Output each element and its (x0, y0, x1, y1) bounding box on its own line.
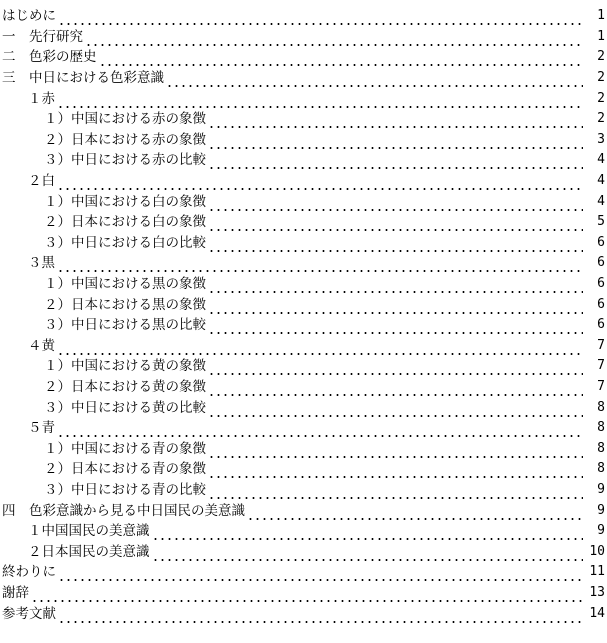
toc-entry-title: ３）中日における赤の比較 (44, 152, 206, 169)
toc-entry-page-number: 3 (597, 131, 605, 147)
toc-entry[interactable] (0, 418, 607, 439)
toc-entry-title: １中国国民の美意識 (28, 523, 150, 540)
toc-entry-title: 四 色彩意識から見る中日国民の美意識 (2, 502, 245, 519)
toc-entry-title: ２）日本における白の象徴 (44, 214, 206, 231)
toc-entry-title: １）中国における黒の象徴 (44, 276, 206, 293)
toc-entry-title: 一 先行研究 (2, 28, 83, 45)
toc-entry[interactable] (0, 27, 607, 48)
toc-entry-title: ３）中日における白の比較 (44, 234, 206, 251)
dot-leader (208, 358, 583, 378)
toc-entry[interactable] (0, 315, 607, 336)
dot-leader (58, 606, 583, 626)
dot-leader (99, 49, 584, 69)
toc-entry-page-number: 11 (589, 564, 605, 580)
toc-entry[interactable] (0, 356, 607, 377)
toc-entry-page-number: 6 (597, 255, 605, 271)
dot-leader (152, 523, 584, 543)
dot-leader (247, 503, 583, 523)
toc-entry[interactable] (0, 294, 607, 315)
toc-entry[interactable] (0, 397, 607, 418)
toc-entry-title: ３）中日における黒の比較 (44, 317, 206, 334)
dot-leader (85, 29, 583, 49)
toc-entry-page-number: 6 (597, 317, 605, 333)
toc-entry[interactable] (0, 212, 607, 233)
toc-entry-page-number: 10 (589, 543, 605, 559)
toc-entry[interactable] (0, 459, 607, 480)
toc-entry[interactable] (0, 88, 607, 109)
dot-leader (208, 482, 583, 502)
toc-entry-title: １赤 (28, 90, 55, 107)
dot-leader (208, 461, 583, 481)
toc-entry-title: 三 中日における色彩意識 (2, 70, 164, 87)
toc-entry[interactable] (0, 68, 607, 89)
toc-entry[interactable] (0, 274, 607, 295)
toc-entry[interactable] (0, 603, 607, 624)
toc-entry[interactable] (0, 583, 607, 604)
toc-entry-page-number: 8 (597, 420, 605, 436)
dot-leader (166, 70, 583, 90)
dot-leader (58, 564, 583, 584)
dot-leader (208, 441, 583, 461)
toc-entry[interactable] (0, 150, 607, 171)
toc-entry[interactable] (0, 47, 607, 68)
toc-entry-page-number: 7 (597, 358, 605, 374)
toc-entry-page-number: 9 (597, 502, 605, 518)
toc-entry[interactable] (0, 336, 607, 357)
toc-entry-page-number: 1 (597, 8, 605, 24)
toc-entry-title: ２）日本における黄の象徴 (44, 378, 206, 395)
toc-entry-page-number: 4 (597, 152, 605, 168)
toc-entry-page-number: 6 (597, 234, 605, 250)
toc-entry-title: １）中国における黄の象徴 (44, 358, 206, 375)
toc-entry-page-number: 9 (597, 523, 605, 539)
toc-entry[interactable] (0, 109, 607, 130)
toc-entry[interactable] (0, 438, 607, 459)
dot-leader (208, 152, 583, 172)
toc-entry-page-number: 4 (597, 173, 605, 189)
toc-entry[interactable] (0, 521, 607, 542)
toc-entry-title: ２）日本における赤の象徴 (44, 131, 206, 148)
toc-entry-title: 終わりに (2, 564, 56, 581)
toc-entry-page-number: 8 (597, 440, 605, 456)
toc-entry-page-number: 6 (597, 276, 605, 292)
dot-leader (208, 400, 583, 420)
dot-leader (208, 297, 583, 317)
dot-leader (58, 8, 583, 28)
toc-entry[interactable] (0, 171, 607, 192)
dot-leader (208, 194, 583, 214)
toc-entry-page-number: 2 (597, 70, 605, 86)
dot-leader (208, 379, 583, 399)
toc-entry-page-number: 4 (597, 193, 605, 209)
toc-entry-title: ４黄 (28, 337, 55, 354)
dot-leader (152, 544, 584, 564)
toc-entry-page-number: 7 (597, 378, 605, 394)
dot-leader (57, 91, 583, 111)
toc-entry-title: ５青 (28, 420, 55, 437)
toc-entry-title: 謝辞 (2, 584, 29, 601)
toc-entry-title: １）中国における青の象徴 (44, 440, 206, 457)
toc-entry-page-number: 2 (597, 90, 605, 106)
dot-leader (208, 111, 583, 131)
toc-entry[interactable] (0, 480, 607, 501)
toc-entry-title: １）中国における赤の象徴 (44, 111, 206, 128)
toc-entry[interactable] (0, 233, 607, 254)
toc-entry-title: ２）日本における黒の象徴 (44, 296, 206, 313)
toc-entry[interactable] (0, 253, 607, 274)
toc-entry-title: はじめに (2, 8, 56, 25)
toc-entry-page-number: 7 (597, 337, 605, 353)
toc-entry-title: ３）中日における青の比較 (44, 481, 206, 498)
toc-entry-title: 参考文献 (2, 605, 56, 622)
toc-entry-page-number: 2 (597, 111, 605, 127)
toc-entry-page-number: 8 (597, 461, 605, 477)
toc-entry-page-number: 14 (589, 605, 605, 621)
toc-entry-page-number: 1 (597, 28, 605, 44)
toc-entry[interactable] (0, 562, 607, 583)
dot-leader (57, 420, 583, 440)
toc-entry-page-number: 6 (597, 296, 605, 312)
toc-entry[interactable] (0, 500, 607, 521)
toc-entry-page-number: 2 (597, 49, 605, 65)
dot-leader (57, 173, 583, 193)
toc-entry[interactable] (0, 377, 607, 398)
toc-entry-title: ３黒 (28, 255, 55, 272)
toc-entry-title: ３）中日における黄の比較 (44, 399, 206, 416)
dot-leader (208, 235, 583, 255)
dot-leader (208, 132, 583, 152)
dot-leader (31, 585, 583, 605)
toc-entry-page-number: 13 (589, 584, 605, 600)
dot-leader (57, 338, 583, 358)
dot-leader (57, 255, 583, 275)
toc-entry-page-number: 8 (597, 399, 605, 415)
dot-leader (208, 214, 583, 234)
toc-entry[interactable] (0, 6, 607, 27)
dot-leader (208, 276, 583, 296)
toc-entry-page-number: 5 (597, 214, 605, 230)
toc-entry-title: 二 色彩の歴史 (2, 49, 97, 66)
toc-entry-title: １）中国における白の象徴 (44, 193, 206, 210)
toc-entry-title: ２白 (28, 173, 55, 190)
toc-entry-title: ２）日本における青の象徴 (44, 461, 206, 478)
toc-entry[interactable] (0, 191, 607, 212)
toc-entry[interactable] (0, 130, 607, 151)
toc-entry-page-number: 9 (597, 481, 605, 497)
toc-entry-title: ２日本国民の美意識 (28, 543, 150, 560)
toc-entry[interactable] (0, 541, 607, 562)
dot-leader (208, 317, 583, 337)
